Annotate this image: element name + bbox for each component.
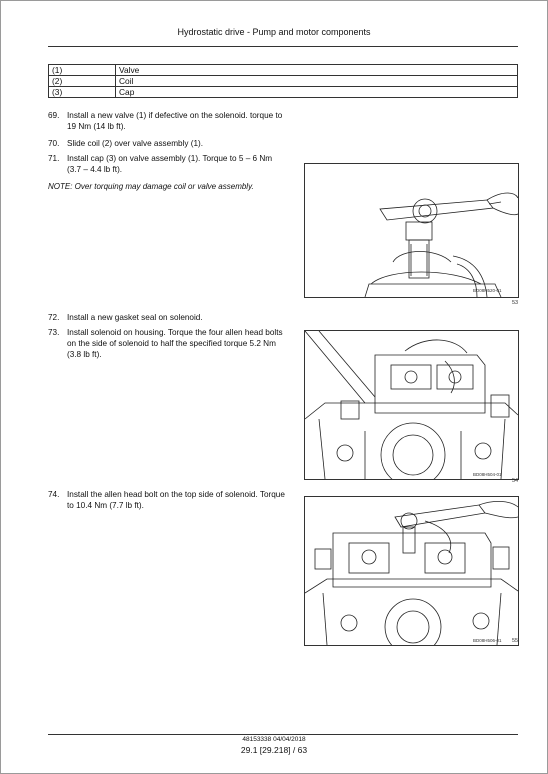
step-74 (48, 489, 286, 511)
figure-number: 54 (512, 478, 519, 484)
legend-name: Coil (116, 76, 518, 87)
step-text: Slide coil (2) over valve assembly (1). (67, 139, 204, 148)
table-row (49, 76, 518, 87)
step-70 (48, 138, 286, 149)
step-number: 72. (48, 313, 60, 322)
parts-legend-table (48, 64, 518, 98)
step-number: 71. (48, 154, 60, 163)
footer-divider (48, 734, 518, 735)
figure-53-image (304, 163, 519, 298)
header-divider (48, 46, 518, 47)
figure-code: BD08H520-01 (473, 288, 502, 293)
legend-name: Valve (116, 65, 518, 76)
footer-doc-id: 48153338 04/04/2018 (242, 736, 306, 743)
step-text: Install solenoid on housing. Torque the four allen head bolts on the side of solenoid to half the specified torque 5.2 Nm (3.8 lb ft). (67, 328, 283, 359)
note-text: NOTE: Over torquing may damage coil or valve assembly. (48, 182, 254, 191)
figure-number: 55 (512, 638, 519, 644)
table-row (49, 65, 518, 76)
legend-name: Cap (116, 87, 518, 98)
legend-id: (2) (49, 76, 116, 87)
step-71 (48, 153, 286, 175)
step-text: Install a new gasket seal on solenoid. (67, 313, 203, 322)
legend-id: (1) (49, 65, 116, 76)
footer-page-number: 29.1 [29.218] / 63 (240, 745, 308, 755)
figure-code: BD08H504-01 (473, 472, 502, 477)
figure-code: BD08H506-01 (473, 638, 502, 643)
figure-55-image (304, 496, 519, 646)
step-number: 70. (48, 139, 60, 148)
step-text: Install a new valve (1) if defective on the solenoid. torque to 19 Nm (14 lb ft). (67, 111, 283, 131)
step-number: 73. (48, 328, 60, 337)
step-text: Install the allen head bolt on the top side of solenoid. Torque to 10.4 Nm (7.7 lb ft). (67, 490, 285, 510)
page-header-title: Hydrostatic drive - Pump and motor components (177, 27, 371, 37)
step-72 (48, 312, 286, 323)
figure-number: 53 (512, 300, 519, 306)
step-number: 69. (48, 111, 60, 120)
step-text: Install cap (3) on valve assembly (1). Torque to 5 – 6 Nm (3.7 – 4.4 lb ft). (67, 154, 273, 174)
legend-id: (3) (49, 87, 116, 98)
step-number: 74. (48, 490, 60, 499)
table-row (49, 87, 518, 98)
figure-54-image (304, 330, 519, 480)
step-73 (48, 327, 286, 360)
step-69 (48, 110, 286, 132)
